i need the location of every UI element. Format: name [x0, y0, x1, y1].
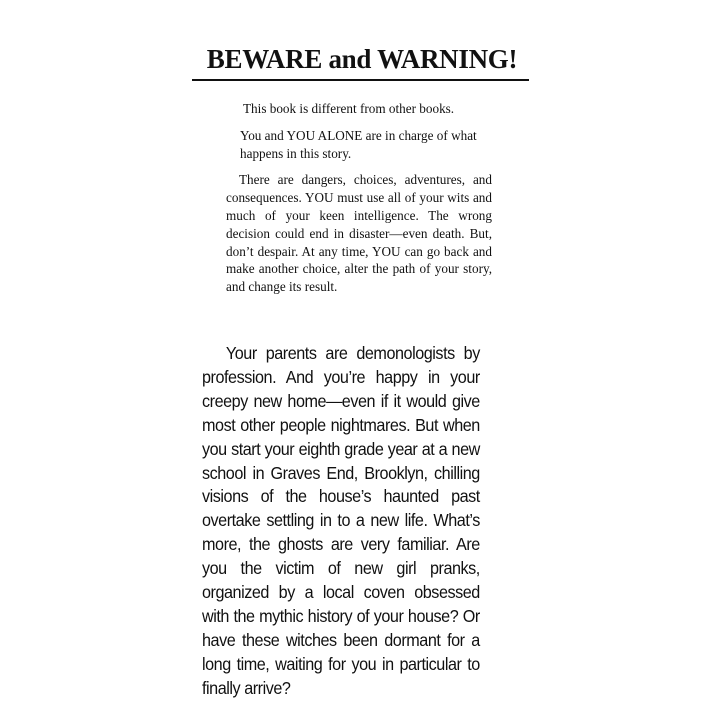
warning-paragraph-3: There are dangers, choices, adventures, and consequences. YOU must use all of your wits and much of your keen intelligence. The wrong decision could end in disaster—even death. But, don’t despair. At any time, YOU can go back and make another choice, alter the path of your story, and change its result.: [226, 172, 492, 295]
warning-paragraph-2: You and YOU ALONE are in charge of what happens in this story.: [240, 127, 477, 161]
story-blurb: [202, 342, 480, 701]
warning-paragraph-1: This book is different from other books.: [243, 101, 455, 116]
warning-block: [226, 100, 492, 296]
blurb-paragraph: Your parents are demonologists by profession. And you’re happy in your creepy new home—even if it would give most other people nightmares. But when you start your eighth grade year at a new school in Graves End, Brooklyn, chilling visions of the house’s haunted past overtake settling in to a new life. What’s more, the ghosts are very familiar. Are you the victim of new girl pranks, organized by a local coven obsessed with the mythic history of your house? Or have these witches been dormant for a long time, waiting for you in particular to finally arrive?: [202, 343, 480, 698]
page-title: BEWARE and WARNING!: [206, 44, 518, 74]
title-underline: [192, 79, 529, 81]
